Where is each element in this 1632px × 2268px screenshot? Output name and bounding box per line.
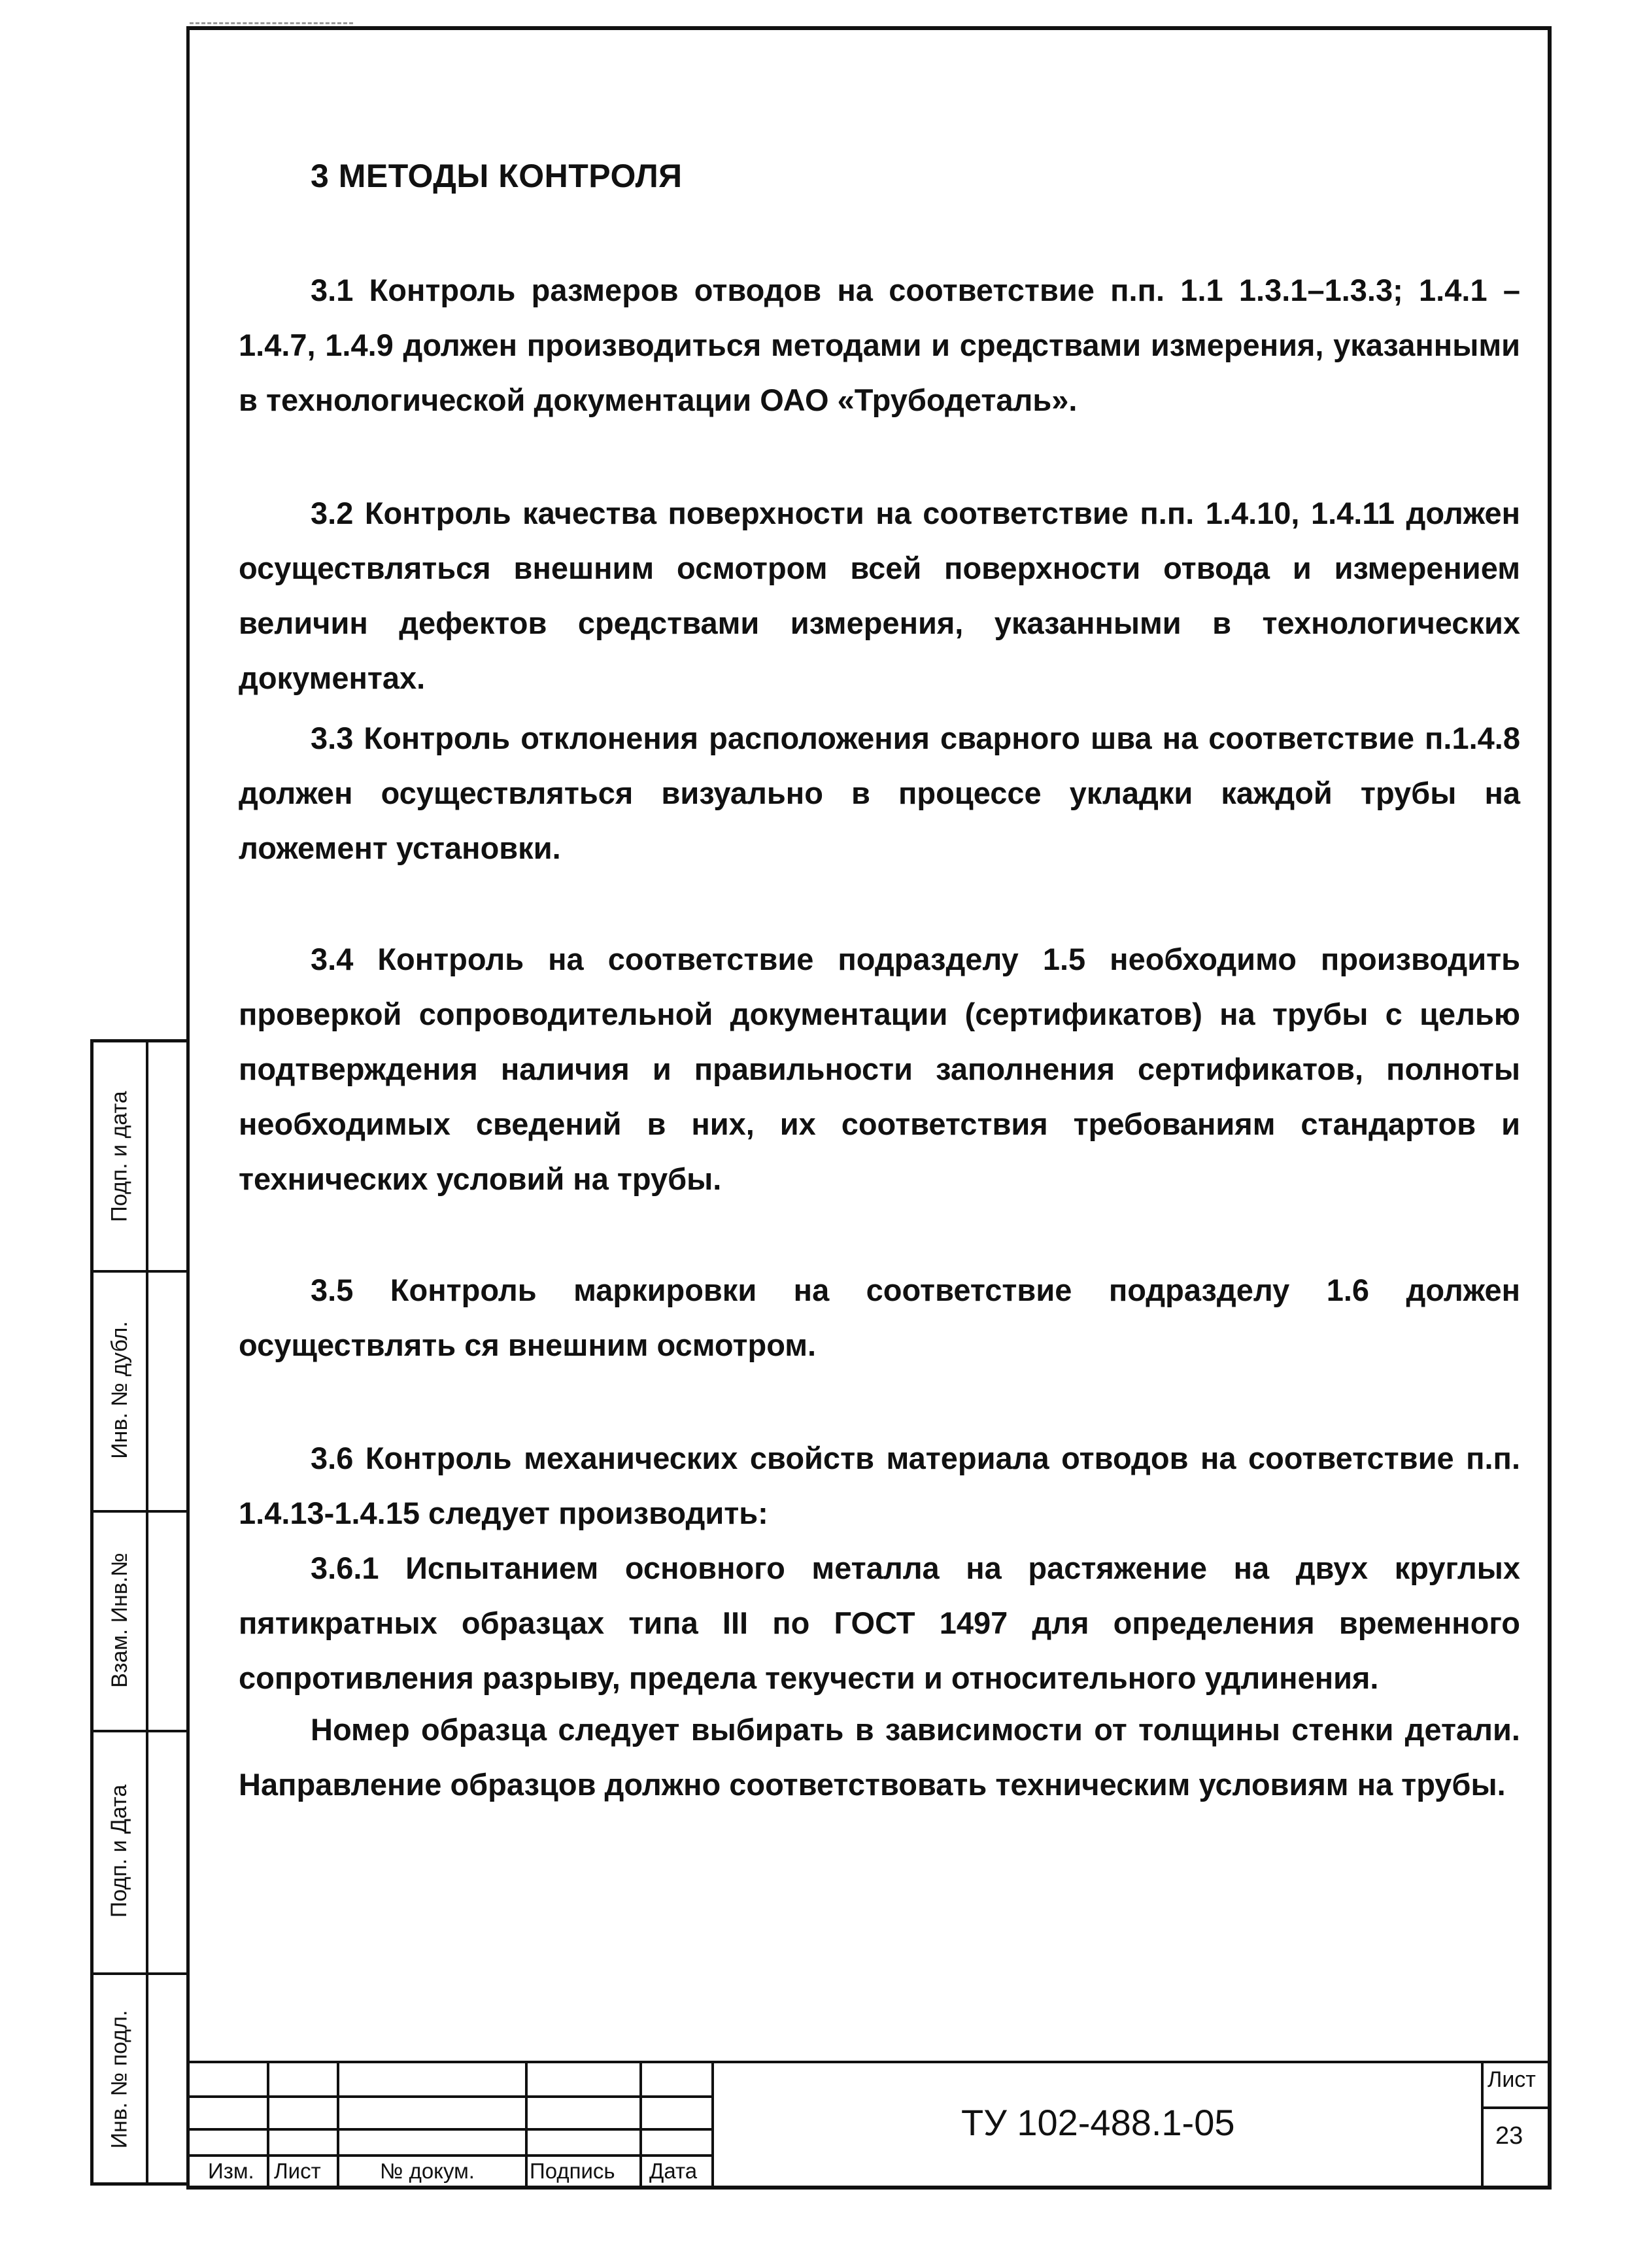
title-block-col-line <box>1481 2061 1484 2186</box>
title-block-col-line <box>267 2061 269 2186</box>
title-block-top-line <box>190 2061 1548 2063</box>
title-block-col-line <box>525 2061 528 2186</box>
paragraph-3-1: 3.1 Контроль размеров отводов на соответствие п.п. 1.1 1.3.1–1.3.3; 1.4.1 – 1.4.7, 1.4.9 должен производиться методами и средствами измерения, указанными в технологической документации ОАО «Трубодеталь». <box>239 273 1520 417</box>
sheet-number: 23 <box>1495 2122 1523 2150</box>
sheet-cell-line <box>1481 2106 1548 2109</box>
side-label-original-inv: Инв. № подл. <box>107 2010 132 2148</box>
document-number: ТУ 102-488.1-05 <box>961 2102 1235 2143</box>
col-doc-no: № докум. <box>380 2159 475 2183</box>
paragraph-3-6-1: 3.6.1 Испытанием основного металла на растяжение на двух круглых пятикратных образцах типа III по ГОСТ 1497 для определения временного сопротивления разрыву, предела текучести и относительного удлинения. <box>239 1551 1520 1695</box>
paragraph-3-6: 3.6 Контроль механических свойств материала отводов на соответствие п.п. 1.4.13-1.4.15 следует производить: <box>239 1441 1520 1530</box>
side-label-dup-inv: Инв. № дубл. <box>107 1321 132 1459</box>
title-block-col-line <box>639 2061 642 2186</box>
side-label-sign-date: Подп. и дата <box>107 1090 132 1222</box>
paragraph-3-4: 3.4 Контроль на соответствие подразделу 1.5 необходимо производить проверкой сопроводительной документации (сертификатов) на трубы с целью подтверждения наличия и правильности заполнения сертификатов, полноты необходимых сведений в них, их соответствия требованиям стандартов и технических условий на трубы. <box>239 942 1520 1196</box>
paragraph-3-2: 3.2 Контроль качества поверхности на соответствие п.п. 1.4.10, 1.4.11 должен осуществляться внешним осмотром всей поверхности отвода и измерением величин дефектов средствами измерения, указанными в технологических документах. <box>239 496 1520 695</box>
col-signature: Подпись <box>530 2159 615 2183</box>
side-label-replace-inv: Взам. Инв.№ <box>107 1552 132 1688</box>
paragraph-sample-note: Номер образца следует выбирать в зависимости от толщины стенки детали. Направление образцов должно соответствовать техническим условиям на трубы. <box>239 1712 1520 1802</box>
title-block <box>190 2061 1548 2186</box>
paragraph-3-5: 3.5 Контроль маркировки на соответствие подразделу 1.6 должен осуществлять ся внешним осмотром. <box>239 1273 1520 1362</box>
title-block-col-line <box>337 2061 339 2186</box>
col-izm: Изм. <box>208 2159 254 2183</box>
section-heading: 3 МЕТОДЫ КОНТРОЛЯ <box>311 158 683 194</box>
side-stamp <box>90 1039 186 2186</box>
title-block-col-line <box>711 2061 714 2186</box>
col-date: Дата <box>649 2159 698 2183</box>
side-label-sign-date-2: Подп. и Дата <box>107 1784 132 1918</box>
top-edge-mark <box>190 22 353 24</box>
col-list: Лист <box>274 2159 321 2183</box>
side-stamp-divider <box>146 1042 148 2182</box>
paragraph-3-3: 3.3 Контроль отклонения расположения сварного шва на соответствие п.1.4.8 должен осуществляться визуально в процессе укладки каждой трубы на ложемент установки. <box>239 721 1520 865</box>
sheet-label: Лист <box>1488 2067 1536 2092</box>
